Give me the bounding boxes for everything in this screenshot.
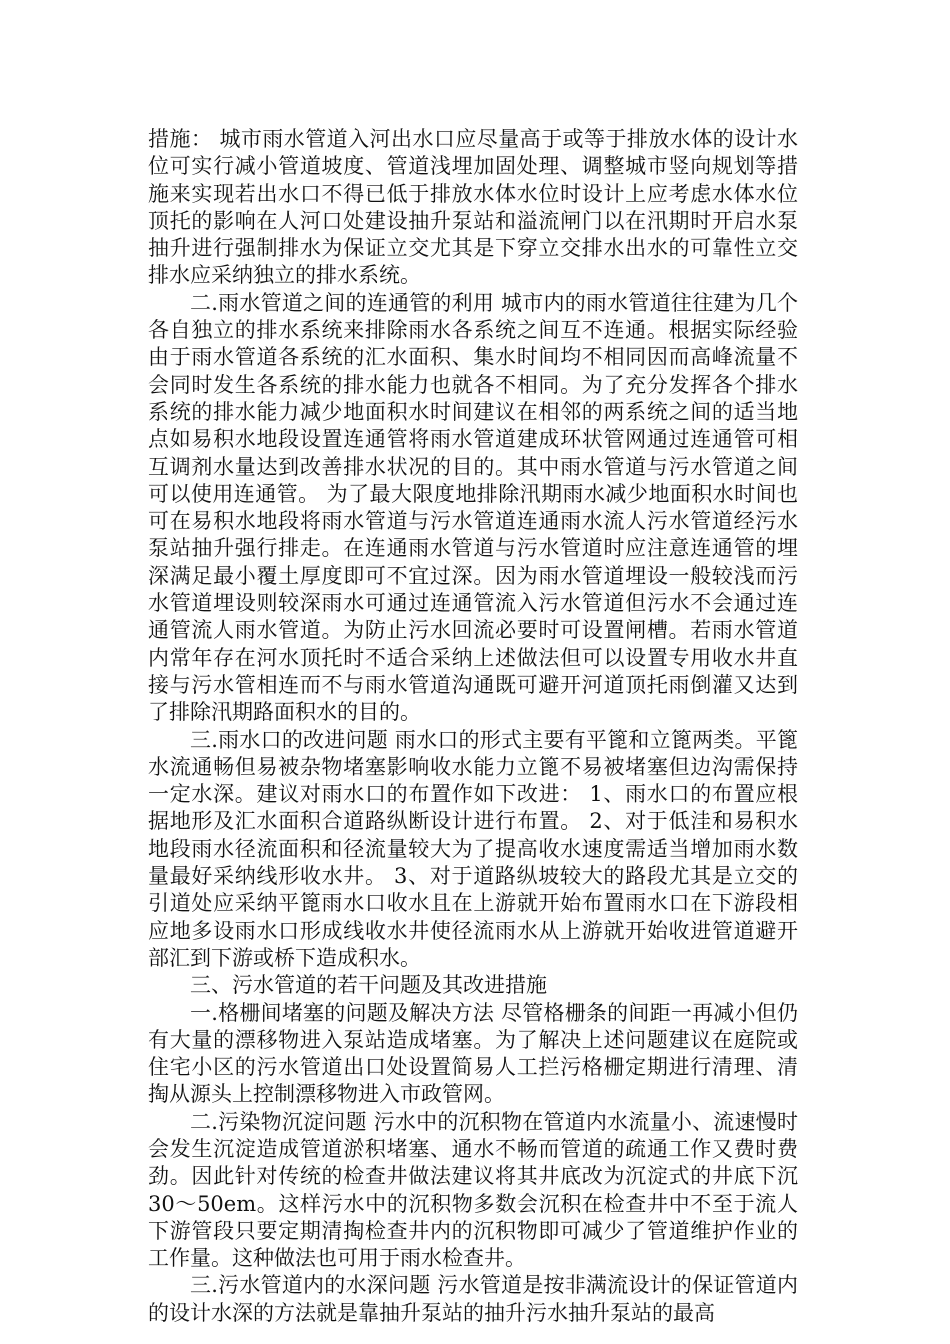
paragraph-sediment: 二.污染物沉淀问题 污水中的沉积物在管道内水流量小、流速慢时会发生沉淀造成管道淤积堵塞、通水不畅而管道的疏通工作又费时费劲。因此针对传统的检查井做法建议将其井底改为沉淀式的井底下沉 30～50em。这样污水中的沉积物多数会沉积在检查井中不至于流人下游管段只要定期清掏检查井内的沉积物即可减少了管道维护作业的工作量。这种做法也可用于雨水检查井。 — [148, 1109, 798, 1271]
paragraph-connecting-pipes: 二.雨水管道之间的连通管的利用 城市内的雨水管道往往建为几个各自独立的排水系统来排除雨水各系统之间互不连通。根据实际经验由于雨水管道各系统的汇水面积、集水时间均不相同因而高峰流量不会同时发生各系统的排水能力也就各不相同。为了充分发挥各个排水系统的排水能力减少地面积水时间建议在相邻的两系统之间的适当地点如易积水地段设置连通管将雨水管道建成环状管网通过连通管可相互调剂水量达到改善排水状况的目的。其中雨水管道与污水管道之间可以使用连通管。 为了最大限度地排除汛期雨水减少地面积水时间也可在易积水地段将雨水管道与污水管道连通雨水流人污水管道经污水泵站抽升强行排走。在连通雨水管道与污水管道时应注意连通管的埋深满足最小覆土厚度即可不宜过深。因为雨水管道埋设一般较浅而污水管道埋设则较深雨水可通过连通管流入污水管道但污水不会通过连通管流人雨水管道。为防止污水回流必要时可设置闸槽。若雨水管道内常年存在河水顶托时不适合采纳上述做法但可以设置专用收水井直接与污水管相连而不与雨水管道沟通既可避开河道顶托雨倒灌又达到了排除汛期路面积水的目的。 — [148, 290, 798, 725]
paragraph-grille-blockage: 一.格栅间堵塞的问题及解决方法 尽管格栅条的间距一再减小但仍有大量的漂移物进入泵站造成堵塞。为了解决上述问题建议在庭院或住宅小区的污水管道出口处设置简易人工拦污格栅定期进行清理、清掏从源头上控制漂移物进入市政管网。 — [148, 1000, 798, 1107]
paragraph-water-depth: 三.污水管道内的水深问题 污水管道是按非满流设计的保证管道内的设计水深的方法就是靠抽升泵站的抽升污水抽升泵站的最高 — [148, 1273, 798, 1325]
section-heading-sewage: 三、污水管道的若干问题及其改进措施 — [190, 973, 547, 998]
paragraph-measures: 措施： 城市雨水管道入河出水口应尽量高于或等于排放水体的设计水位可实行减小管道坡度、管道浅埋加固处理、调整城市竖向规划等措施来实现若出水口不得已低于排放水体水位时设计上应考虑水体水位顶托的影响在人河口处建设抽升泵站和溢流闸门以在汛期时开启水泵抽升进行强制排水为保证立交尤其是下穿立交排水出水的可靠性立交排水应采纳独立的排水系统。 — [148, 127, 798, 288]
document-body — [148, 126, 798, 1327]
paragraph-rain-inlet: 三.雨水口的改进问题 雨水口的形式主要有平篦和立篦两类。平篦水流通畅但易被杂物堵塞影响收水能力立篦不易被堵塞但边沟需保持一定水深。建议对雨水口的布置作如下改进： 1、雨水口的布置应根据地形及汇水面积合道路纵断设计进行布置。 2、对于低洼和易积水地段雨水径流面积和径流量较大为了提高收水速度需适当增加雨水数量最好采纳线形收水井。 3、对于道路纵坡较大的路段尤其是立交的引道处应采纳平篦雨水口收水且在上游就开始布置雨水口在下游段相应地多设雨水口形成线收水井使径流雨水从上游就开始收进管道避开部汇到下游或桥下造成积水。 — [148, 727, 798, 970]
